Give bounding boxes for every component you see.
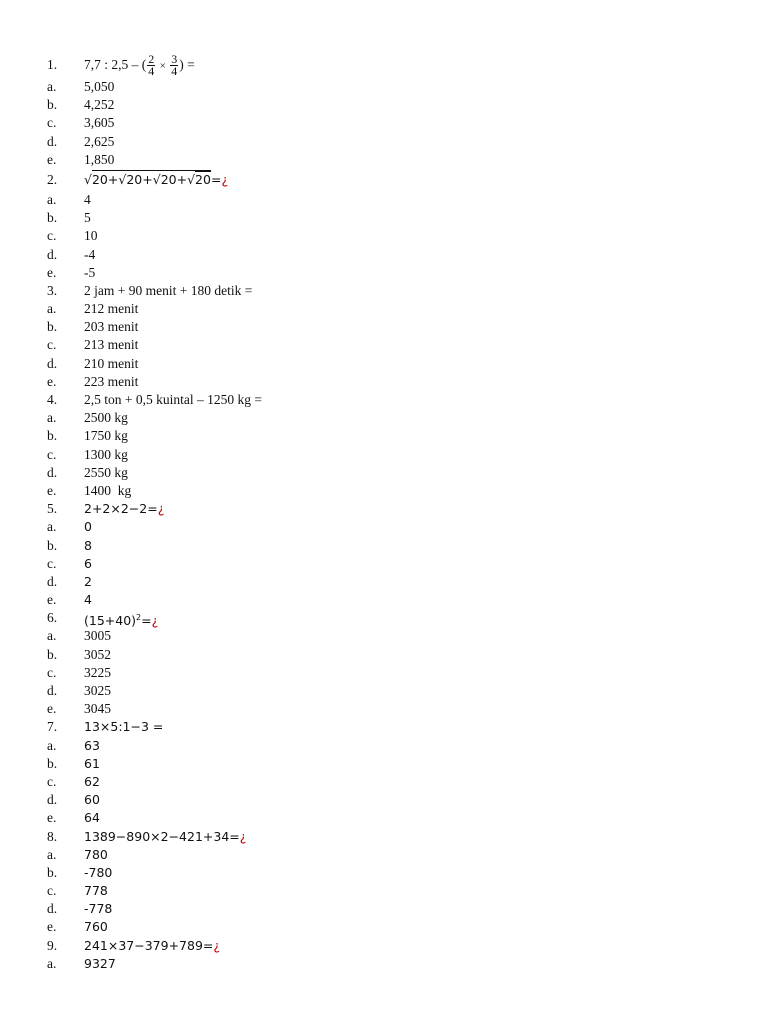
option-label: c. xyxy=(47,446,57,462)
option-text: 778 xyxy=(84,883,108,899)
option-label: b. xyxy=(47,319,58,335)
option xyxy=(0,864,768,882)
option-text: 60 xyxy=(84,792,100,808)
option-text: -778 xyxy=(84,901,113,917)
option-text: 1400 kg xyxy=(84,482,132,498)
option-label: a. xyxy=(47,628,57,644)
fraction-denominator: 4 xyxy=(148,64,155,79)
option-text: 1,850 xyxy=(84,151,115,167)
fraction-numerator: 3 xyxy=(171,52,178,67)
expression: 2+2×2−2= xyxy=(84,501,158,517)
option-label: e. xyxy=(47,482,57,498)
option-label: b. xyxy=(47,646,58,662)
option xyxy=(0,227,768,245)
option-label: a. xyxy=(47,737,57,753)
exponent: 2 xyxy=(136,613,142,623)
option-text: 3225 xyxy=(84,664,111,680)
question-4 xyxy=(0,391,768,409)
question-5 xyxy=(0,500,768,518)
option-text: 2 xyxy=(84,573,92,589)
expr-suffix: ) = xyxy=(179,57,195,72)
option-text: 3025 xyxy=(84,683,111,698)
question-text xyxy=(84,828,246,846)
option xyxy=(0,737,768,755)
sqrt-sign: √ xyxy=(152,171,161,187)
option-text: 212 menit xyxy=(84,301,139,317)
option-label: d. xyxy=(47,792,58,808)
option xyxy=(0,773,768,791)
option-label: e. xyxy=(47,373,57,389)
option-label: e. xyxy=(47,264,57,280)
option-label: e. xyxy=(47,592,57,608)
question-2 xyxy=(0,169,768,191)
question-9 xyxy=(0,937,768,955)
option xyxy=(0,464,768,482)
question-number: 1. xyxy=(47,57,58,72)
question-list xyxy=(0,52,768,973)
option-label: d. xyxy=(47,355,58,371)
option xyxy=(0,955,768,973)
option-text: -4 xyxy=(84,246,96,262)
option xyxy=(0,318,768,336)
option-text: 4 xyxy=(84,191,91,207)
question-text xyxy=(84,500,164,518)
equals-sign: = xyxy=(210,171,222,187)
option-text: 9327 xyxy=(84,955,116,971)
option-text: 61 xyxy=(84,755,100,771)
option-text: 1300 kg xyxy=(84,446,128,462)
option xyxy=(0,573,768,591)
option-text: 780 xyxy=(84,846,108,862)
radicand-term: 20 xyxy=(195,171,211,187)
option xyxy=(0,882,768,900)
option-label: b. xyxy=(47,210,58,226)
option-label: b. xyxy=(47,864,58,880)
option xyxy=(0,336,768,354)
fraction-denominator: 4 xyxy=(171,64,178,79)
inverted-question-mark: ¿ xyxy=(213,937,221,953)
question-number: 3. xyxy=(47,282,58,298)
option xyxy=(0,191,768,209)
radicand-term: 20+ xyxy=(160,171,188,187)
question-1 xyxy=(0,52,768,78)
sqrt-sign: √ xyxy=(187,171,196,187)
option-text: 0 xyxy=(84,519,92,535)
option xyxy=(0,809,768,827)
option-label: b. xyxy=(47,428,58,444)
fraction xyxy=(170,54,178,77)
expression: (15+40) xyxy=(84,613,137,629)
option-text: 64 xyxy=(84,810,100,826)
option-text: 62 xyxy=(84,773,100,789)
question-number: 4. xyxy=(47,392,58,407)
inverted-question-mark: ¿ xyxy=(151,613,159,629)
option xyxy=(0,96,768,114)
option-label: e. xyxy=(47,810,57,826)
option-text: 3045 xyxy=(84,701,111,717)
option xyxy=(0,114,768,132)
question-number: 9. xyxy=(47,937,58,953)
sqrt-sign: √ xyxy=(118,171,127,187)
option xyxy=(0,446,768,464)
option-text: 6 xyxy=(84,555,92,571)
question-number: 5. xyxy=(47,501,58,517)
option-label: a. xyxy=(47,79,57,94)
question-number: 8. xyxy=(47,828,58,844)
option xyxy=(0,537,768,555)
option-text: 760 xyxy=(84,919,108,935)
option-label: d. xyxy=(47,573,58,589)
question-3 xyxy=(0,282,768,300)
radicand-term: 20+ xyxy=(126,171,153,187)
option xyxy=(0,518,768,536)
option xyxy=(0,846,768,864)
fraction xyxy=(147,54,155,77)
question-text: 2 jam + 90 menit + 180 detik = xyxy=(84,282,253,298)
option-text: 3052 xyxy=(84,646,111,662)
option-text: 210 menit xyxy=(84,355,139,371)
option xyxy=(0,482,768,500)
option-text: 213 menit xyxy=(84,337,139,353)
question-text xyxy=(84,52,195,79)
option-label: c. xyxy=(47,883,57,899)
option-text: 8 xyxy=(84,537,92,553)
inverted-question-mark: ¿ xyxy=(221,171,229,187)
option-label: a. xyxy=(47,846,57,862)
option-label: b. xyxy=(47,97,58,113)
option xyxy=(0,355,768,373)
option-text: 4,252 xyxy=(84,97,115,113)
option xyxy=(0,427,768,445)
option-text: 3005 xyxy=(84,628,111,644)
option xyxy=(0,409,768,427)
option-text: 4 xyxy=(84,592,92,608)
expression: 1389−890×2−421+34= xyxy=(84,828,240,844)
inverted-question-mark: ¿ xyxy=(239,828,247,844)
option xyxy=(0,918,768,936)
expression: 241×37−379+789= xyxy=(84,937,214,953)
option xyxy=(0,555,768,573)
option-label: d. xyxy=(47,464,58,480)
option xyxy=(0,300,768,318)
option-text: 5 xyxy=(84,210,91,226)
option xyxy=(0,664,768,682)
question-number: 7. xyxy=(47,719,58,735)
option-text: 63 xyxy=(84,737,100,753)
option-label: c. xyxy=(47,337,57,353)
option xyxy=(0,78,768,96)
question-text: 13×5:1−3 = xyxy=(84,719,164,735)
question-6 xyxy=(0,609,768,627)
option-label: d. xyxy=(47,246,58,262)
question-text: 2,5 ton + 0,5 kuintal – 1250 kg = xyxy=(84,392,262,407)
option xyxy=(0,755,768,773)
question-8 xyxy=(0,828,768,846)
question-number: 2. xyxy=(47,171,58,187)
option-label: c. xyxy=(47,228,57,244)
option-text: 2550 kg xyxy=(84,464,128,480)
option-text: 10 xyxy=(84,228,98,244)
option xyxy=(0,151,768,169)
sqrt-sign: √ xyxy=(84,171,92,187)
option-text: 223 menit xyxy=(84,373,139,389)
option xyxy=(0,627,768,645)
option xyxy=(0,209,768,227)
option-label: a. xyxy=(47,191,57,207)
option-label: d. xyxy=(47,683,58,698)
option xyxy=(0,682,768,700)
option-text: -780 xyxy=(84,864,113,880)
equals-sign: = xyxy=(141,613,152,629)
option xyxy=(0,373,768,391)
question-7 xyxy=(0,718,768,736)
option-label: e. xyxy=(47,151,57,167)
fraction-numerator: 2 xyxy=(148,52,155,67)
option xyxy=(0,791,768,809)
option xyxy=(0,900,768,918)
option-text: 2,625 xyxy=(84,133,115,149)
option-label: a. xyxy=(47,301,57,317)
option xyxy=(0,700,768,718)
option-text: 1750 kg xyxy=(84,428,128,444)
option-label: a. xyxy=(47,410,57,426)
option-label: a. xyxy=(47,519,57,535)
option-label: e. xyxy=(47,701,57,717)
inverted-question-mark: ¿ xyxy=(157,501,165,517)
option xyxy=(0,133,768,151)
question-text xyxy=(84,937,220,955)
option-label: d. xyxy=(47,901,58,917)
times-sign: × xyxy=(159,60,166,72)
option-text: 203 menit xyxy=(84,319,139,335)
option-label: c. xyxy=(47,555,57,571)
option xyxy=(0,264,768,282)
option xyxy=(0,591,768,609)
option-text: 2500 kg xyxy=(84,410,128,426)
option-text: 5,050 xyxy=(84,79,115,94)
option-label: b. xyxy=(47,537,58,553)
option-text: 3,605 xyxy=(84,115,115,131)
option-label: c. xyxy=(47,115,57,131)
option-label: c. xyxy=(47,773,57,789)
question-number: 6. xyxy=(47,610,58,626)
option-label: b. xyxy=(47,755,58,771)
question-text xyxy=(84,169,228,191)
option-label: d. xyxy=(47,133,58,149)
option-text: -5 xyxy=(84,264,96,280)
option-label: c. xyxy=(47,664,57,680)
option xyxy=(0,646,768,664)
radicand-term: 20+ xyxy=(91,171,119,187)
option xyxy=(0,246,768,264)
expr-prefix: 7,7 : 2,5 – ( xyxy=(84,57,147,72)
option-label: e. xyxy=(47,919,57,935)
option-label: a. xyxy=(47,955,57,971)
